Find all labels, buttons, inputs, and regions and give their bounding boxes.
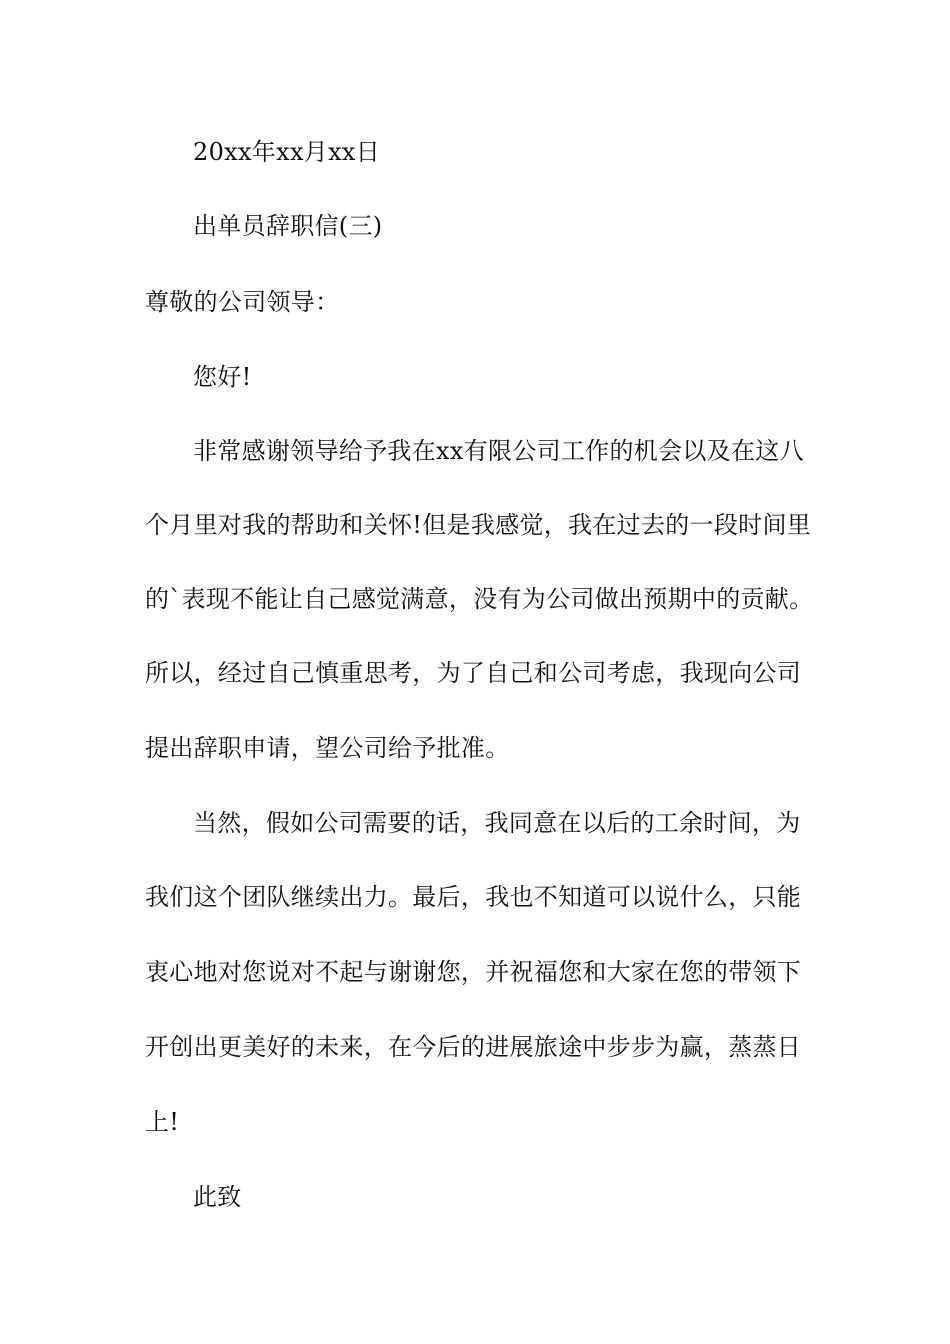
paragraph-line: 所以，经过自己慎重思考，为了自己和公司考虑，我现向公司	[145, 659, 802, 687]
paragraph-line: 当然，假如公司需要的话，我同意在以后的工余时间，为	[193, 809, 801, 837]
paragraph-line: 开创出更美好的未来，在今后的进展旅途中步步为赢，蒸蒸日	[145, 1033, 802, 1061]
paragraph-line: 非常感谢领导给予我在xx有限公司工作的机会以及在这八	[193, 437, 804, 465]
paragraph-line: 提出辞职申请，望公司给予批准。	[145, 734, 510, 762]
paragraph-line: 我们这个团队继续出力。最后，我也不知道可以说什么，只能	[145, 883, 802, 911]
letter-closing: 此致	[193, 1183, 242, 1211]
letter-date: 20xx年xx月xx日	[193, 138, 381, 166]
paragraph-line: 个月里对我的帮助和关怀!但是我感觉，我在过去的一段时间里	[145, 511, 812, 539]
paragraph-line: 的`表现不能让自己感觉满意，没有为公司做出预期中的贡献。	[145, 585, 814, 613]
paragraph-line: 衷心地对您说对不起与谢谢您，并祝福您和大家在您的带领下	[145, 958, 802, 986]
letter-greeting: 您好!	[193, 363, 252, 391]
letter-heading: 出单员辞职信(三)	[193, 212, 383, 240]
letter-salutation: 尊敬的公司领导：	[145, 288, 340, 316]
paragraph-line: 上!	[145, 1108, 180, 1136]
